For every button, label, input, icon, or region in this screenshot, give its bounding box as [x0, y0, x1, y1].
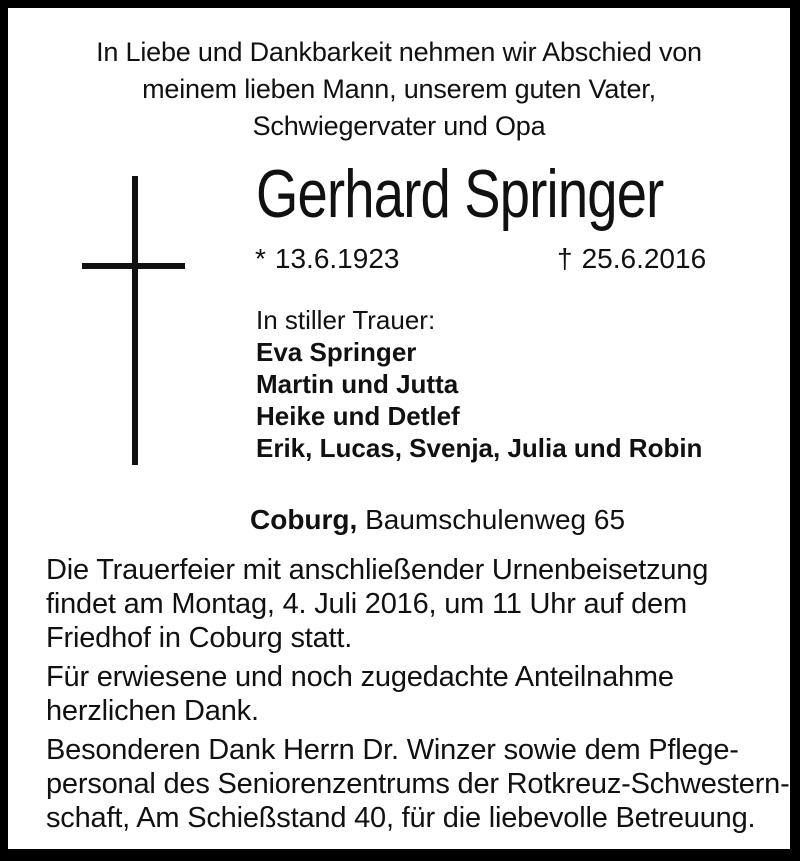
mourning-heading: In stiller Trauer: [256, 305, 436, 335]
special-thanks-line-3: schaft, Am Schießstand 40, für die liebevolle Betreuung. [46, 802, 756, 834]
paragraph-special-thanks [46, 733, 790, 835]
intro-line-2: meinem lieben Mann, unserem guten Vater, [142, 74, 656, 104]
paragraph-thanks [46, 660, 766, 728]
address-street: Baumschulenweg 65 [357, 504, 626, 535]
funeral-line-1: Die Trauerfeier mit anschließender Urnenbeisetzung [46, 554, 709, 586]
deceased-name: Gerhard Springer [256, 156, 664, 232]
death-date-value: 25.6.2016 [581, 243, 707, 274]
thanks-line-1: Für erwiesene und noch zugedachte Anteilnahme [46, 661, 674, 693]
obituary-page [8, 8, 790, 849]
mourner-line-3: Heike und Detlef [256, 401, 460, 431]
thanks-line-2: herzlichen Dank. [46, 695, 259, 727]
intro-text [8, 34, 790, 145]
bottom-text [46, 553, 790, 840]
intro-line-3: Schwiegervater und Opa [252, 111, 546, 141]
birth-symbol: * [255, 243, 266, 274]
death-cross-symbol: † [557, 243, 573, 274]
mourner-line-2: Martin und Jutta [256, 369, 459, 399]
mourner-line-1: Eva Springer [256, 337, 417, 367]
funeral-line-2: findet am Montag, 4. Juli 2016, um 11 Uhr auf dem [46, 588, 687, 620]
paragraph-funeral [46, 553, 766, 655]
address-line [250, 504, 625, 536]
intro-line-1: In Liebe und Dankbarkeit nehmen wir Abschied von [96, 37, 702, 67]
death-date [557, 243, 706, 275]
special-thanks-line-2: personal des Seniorenzentrums der Rotkreuz-Schwestern- [46, 768, 790, 800]
mourning-block [256, 304, 702, 464]
cross-horizontal-bar [82, 263, 185, 269]
mourner-line-4: Erik, Lucas, Svenja, Julia und Robin [256, 433, 703, 463]
memorial-cross-icon [82, 176, 185, 465]
special-thanks-line-1: Besonderen Dank Herrn Dr. Winzer sowie dem Pflege- [46, 734, 739, 766]
cross-vertical-bar [132, 176, 138, 465]
birth-date [255, 243, 399, 275]
birth-date-value: 13.6.1923 [274, 243, 400, 274]
address-city: Coburg, [250, 504, 358, 535]
funeral-line-3: Friedhof in Coburg statt. [46, 622, 353, 654]
